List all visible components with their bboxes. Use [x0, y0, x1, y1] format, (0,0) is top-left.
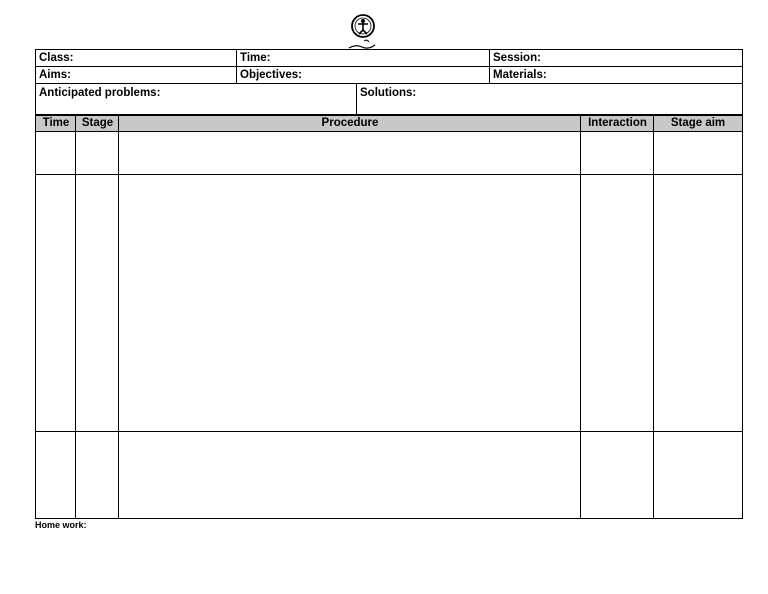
institute-logo — [342, 10, 384, 52]
column-header-interaction: Interaction — [588, 117, 647, 129]
objectives-label: Objectives: — [240, 69, 302, 81]
aims-label: Aims: — [39, 69, 71, 81]
anticipated-problems-label: Anticipated problems: — [39, 87, 161, 99]
solutions-label: Solutions: — [360, 87, 417, 99]
column-header-time: Time — [42, 117, 70, 129]
column-header-stage-aim: Stage aim — [670, 117, 726, 129]
procedure-table-header — [35, 115, 743, 132]
materials-label: Materials: — [493, 69, 547, 81]
session-label: Session: — [493, 52, 541, 64]
procedure-table-body — [35, 131, 743, 519]
column-header-procedure: Procedure — [321, 117, 379, 129]
class-label: Class: — [39, 52, 74, 64]
table-row — [35, 431, 743, 432]
table-row — [35, 174, 743, 175]
column-header-stage: Stage — [81, 117, 114, 129]
time-label: Time: — [240, 52, 271, 64]
homework-label: Home work: — [35, 520, 87, 530]
lesson-info-box — [35, 49, 743, 115]
